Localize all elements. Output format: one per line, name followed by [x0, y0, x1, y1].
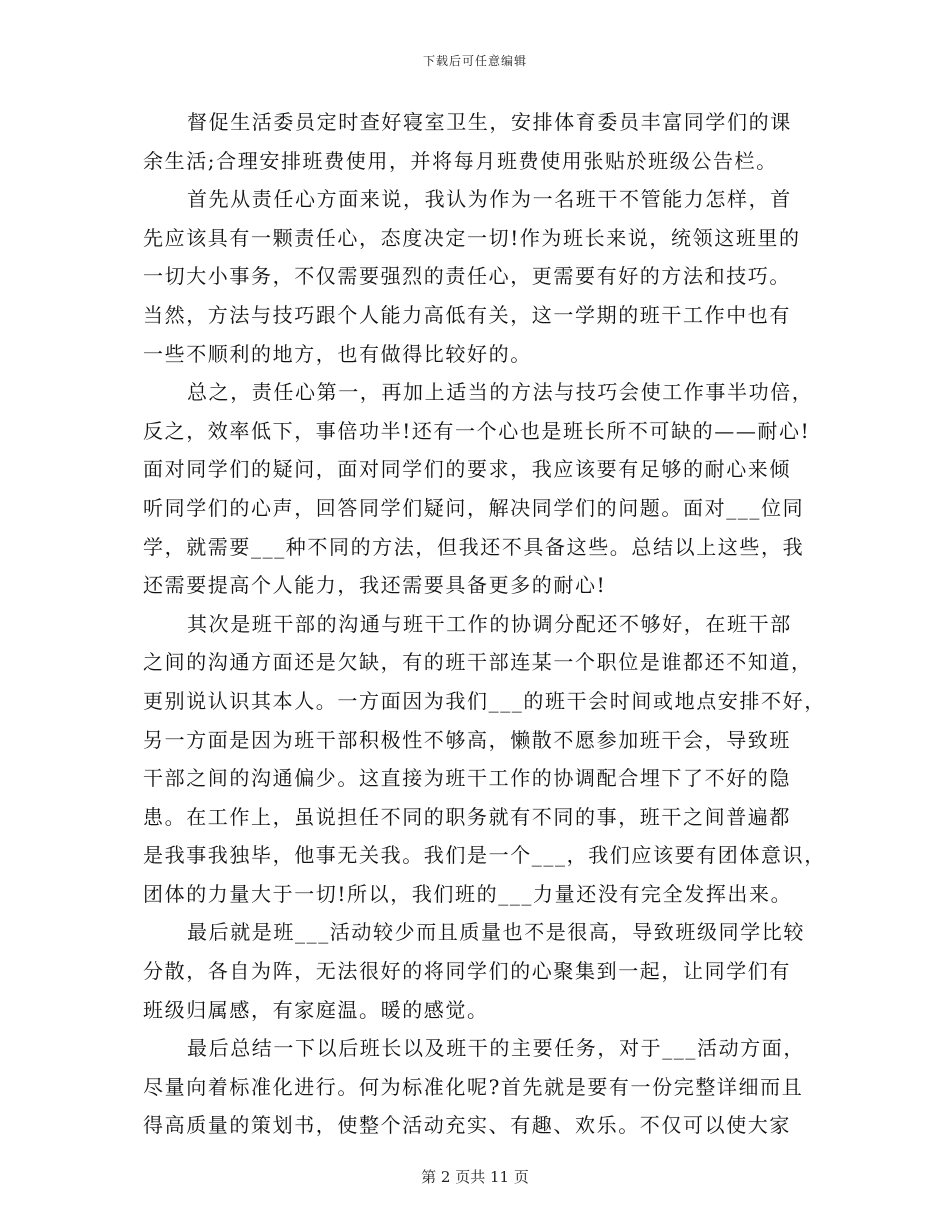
text-line: 其次是班干部的沟通与班干工作的协调分配还不够好，在班干部 — [187, 611, 792, 636]
text-line: 最后就是班___活动较少而且质量也不是很高，导致班级同学比较 — [187, 920, 805, 945]
page-footer: 第 2 页共 11 页 — [421, 1168, 529, 1186]
text-line: 一些不顺利的地方，也有做得比较好的。 — [143, 341, 532, 366]
text-line: 总之，责任心第一，再加上适当的方法与技巧会使工作事半功倍， — [187, 380, 814, 405]
text-line: 另一方面是因为班干部积极性不够高，懒散不愿参加班干会，导致班 — [143, 727, 791, 752]
text-line: 首先从责任心方面来说，我认为作为一名班干不管能力怎样，首 — [187, 187, 792, 212]
document-body — [143, 103, 826, 1145]
text-line: 班级归属感，有家庭温。暖的感觉。 — [143, 997, 489, 1022]
text-line: 一切大小事务，不仅需要强烈的责任心，更需要有好的方法和技巧。 — [143, 264, 791, 289]
text-line: 尽量向着标准化进行。何为标准化呢?首先就是要有一份完整详细而且 — [143, 1074, 804, 1099]
text-line: 面对同学们的疑问，面对同学们的要求，我应该要有足够的耐心来倾 — [143, 457, 791, 482]
text-line: 学，就需要___种不同的方法，但我还不具备这些。总结以上这些，我 — [143, 534, 805, 559]
page-header: 下载后可任意编辑 — [422, 54, 527, 68]
text-line: 分散，各自为阵，无法很好的将同学们的心聚集到一起，让同学们有 — [143, 959, 791, 984]
text-line: 干部之间的沟通偏少。这直接为班干工作的协调配合埋下了不好的隐 — [143, 766, 791, 791]
text-line: 还需要提高个人能力，我还需要具备更多的耐心! — [143, 573, 607, 598]
text-line: 团体的力量大于一切!所以，我们班的___力量还没有完全发挥出来。 — [143, 881, 793, 906]
text-line: 是我事我独毕，他事无关我。我们是一个___，我们应该要有团体意识， — [143, 843, 826, 868]
text-line: 余生活;合理安排班费使用，并将每月班费使用张贴於班级公告栏。 — [143, 148, 778, 173]
text-line: 当然，方法与技巧跟个人能力高低有关，这一学期的班干工作中也有 — [143, 302, 791, 327]
text-line: 之间的沟通方面还是欠缺，有的班干部连某一个职位是谁都还不知道， — [143, 650, 813, 675]
text-line: 督促生活委员定时查好寝室卫生，安排体育委员丰富同学们的课 — [187, 110, 792, 134]
text-line: 患。在工作上，虽说担任不同的职务就有不同的事，班干之间普遍都 — [143, 804, 791, 829]
text-line: 先应该具有一颗责任心，态度决定一切!作为班长来说，统领这班里的 — [143, 225, 801, 250]
text-line: 最后总结一下以后班长以及班干的主要任务，对于___活动方面， — [187, 1036, 805, 1061]
text-line: 得高质量的策划书，使整个活动充实、有趣、欢乐。不仅可以使大家 — [143, 1113, 791, 1138]
text-line: 更别说认识其本人。一方面因为我们___的班干会时间或地点安排不好， — [143, 688, 826, 713]
text-line: 反之，效率低下，事倍功半!还有一个心也是班长所不可缺的——耐心! — [143, 418, 811, 443]
text-line: 听同学们的心声，回答同学们疑问，解决同学们的问题。面对___位同 — [143, 495, 805, 520]
